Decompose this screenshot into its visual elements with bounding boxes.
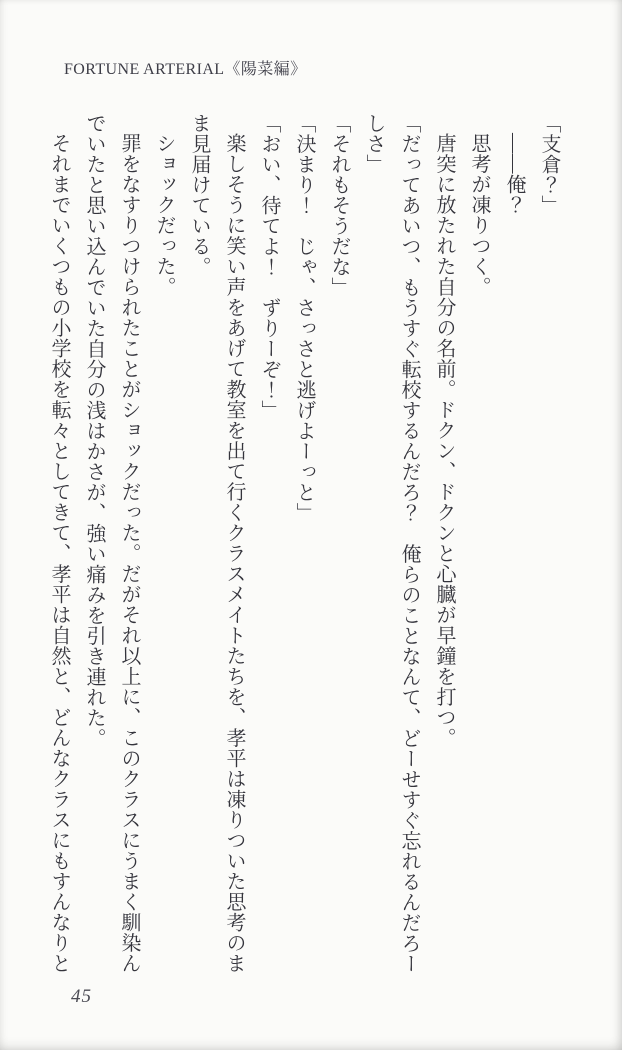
text-column-line: 唐突に放たれた自分の名前。ドクン、ドクンと心臓が早鐘を打つ。 [433, 133, 455, 748]
text-column-line: 「おい、待てよ！ ずりーぞ！」 [258, 113, 280, 421]
text-column-line: でいたと思い込んでいた自分の浅はかさが、強い痛みを引き連れた。 [83, 113, 105, 749]
text-column-line: それまでいくつもの小学校を転々としてきて、孝平は自然と、どんなクラスにもすんなりと [48, 133, 70, 974]
text-column-line: ま見届けている。 [188, 113, 210, 277]
text-column-line: 「決まり！ じゃ、さっさと逃げよーっと」 [293, 113, 315, 523]
text-column-line: 「それもそうだな」 [328, 113, 350, 298]
text-column-line: 「だってあいつ、もうすぐ転校するんだろ？ 俺らのことなんて、どーせすぐ忘れるんだろー [398, 113, 420, 974]
text-column-line: 「支倉？」 [538, 113, 560, 216]
page-number: 45 [71, 986, 92, 1007]
text-column-line: 思考が凍りつく。 [468, 133, 490, 297]
text-column-line: しさ」 [363, 113, 385, 175]
running-header: FORTUNE ARTERIAL《陽菜編》 [64, 61, 307, 78]
text-column-line: 楽しそうに笑い声をあげて教室を出て行くクラスメイトたちを、孝平は凍りついた思考のま [223, 133, 245, 974]
text-column-line: ――俺？ [503, 133, 525, 215]
vertical-text-block [41, 113, 566, 974]
text-column-line: ショックだった。 [153, 133, 175, 297]
text-column-line: 罪をなすりつけられたことがショックだった。だがそれ以上に、このクラスにうまく馴染ん [118, 133, 140, 974]
